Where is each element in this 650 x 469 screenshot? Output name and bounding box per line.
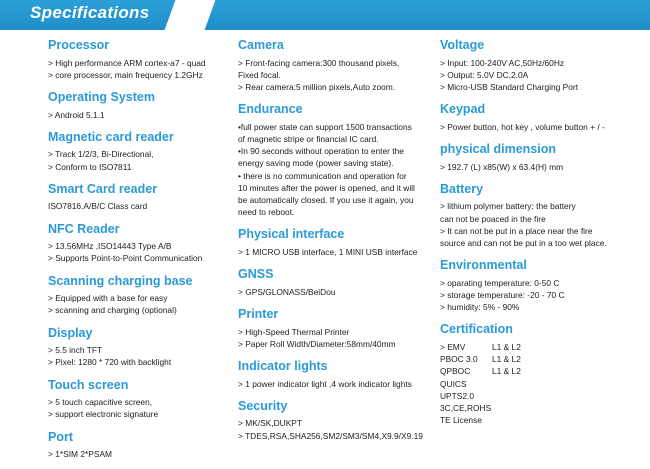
spec-line: > 1*SIM 2*PSAM [48, 449, 113, 460]
spec-line-list [440, 57, 640, 94]
spec-line: > Android 5.1.1 [48, 109, 105, 120]
spec-line-list [238, 121, 438, 219]
spec-line: > Supports Point-to-Point Communication [48, 253, 203, 264]
spec-line: > lithium polymer battery; the battery [440, 201, 576, 212]
spec-line: > MK/SK,DUKPT [238, 418, 302, 429]
spec-section-title: Keypad [440, 102, 486, 117]
spec-line: > Output: 5.0V DC,2.0A [440, 69, 529, 80]
spec-section [48, 38, 233, 81]
spec-section-title: Endurance [238, 102, 303, 117]
spec-line: > 1 MICRO USB interface, 1 MINI USB interface [238, 246, 418, 257]
spec-section-title: Touch screen [48, 377, 129, 392]
certification-section [440, 322, 640, 426]
spec-section [238, 38, 438, 93]
spec-line: need to reboot. [238, 207, 295, 218]
spec-line: > 192.7 (L) x85(W) x 63.4(H) mm [440, 161, 564, 172]
spec-section-title: Smart Card reader [48, 181, 158, 196]
spec-section-title: Security [238, 398, 288, 413]
spec-section [48, 182, 233, 213]
spec-section-title: physical dimension [440, 142, 557, 156]
spec-column-3 [440, 38, 640, 435]
certification-row [440, 353, 640, 365]
spec-line: > Rear camera:5 million pixels,Auto zoom. [238, 82, 396, 92]
spec-line-list [48, 200, 233, 212]
certification-row [440, 414, 640, 426]
spec-line-list [440, 200, 640, 249]
spec-line: > Pixel: 1280 * 720 with backlight [48, 357, 172, 368]
spec-line: > High-Speed Thermal Printer [238, 326, 350, 337]
certification-name: QUICS [440, 378, 467, 389]
spec-line: > High performance ARM cortex-a7 - quad [48, 57, 206, 68]
spec-section [48, 326, 233, 369]
spec-line: > Track 1/2/3, Bi-Directional, [48, 149, 154, 160]
spec-section-title: Indicator lights [238, 358, 328, 373]
spec-line: > humidity: 5% - 90% [440, 302, 520, 313]
spec-line: > oparating temperature: 0-50 C [440, 277, 560, 288]
certification-name: 3C,CE,ROHS [440, 402, 492, 413]
spec-section-title: Processor [48, 38, 110, 52]
spec-section-title: Camera [238, 38, 284, 52]
spec-section [238, 267, 438, 298]
certification-name: PBOC 3.0 [440, 354, 478, 365]
spec-line-list [48, 292, 233, 316]
page-title: Specifications [30, 3, 150, 22]
spec-line: •full power state can support 1500 transactions [238, 121, 412, 132]
spec-line-list [48, 109, 233, 121]
spec-section [48, 90, 233, 121]
certification-name: TE License [440, 415, 482, 426]
spec-section [238, 359, 438, 390]
spec-line: source and can not be put in a too wet place. [440, 238, 607, 248]
spec-section-title: Magnetic card reader [48, 129, 174, 144]
spec-line: > It can not be put in a place near the fire [440, 225, 593, 236]
certification-name: > EMV [440, 342, 466, 352]
spec-line: > Power button, hot key , volume button + / - [440, 121, 605, 132]
spec-section-title: Voltage [440, 38, 485, 52]
certification-value: L1 & L2 [492, 342, 521, 352]
spec-section [238, 399, 438, 442]
spec-line: 10 minutes after the power is opened, and it will [238, 182, 415, 193]
spec-section [440, 38, 640, 93]
spec-line: > storage temperature: -20 - 70 C [440, 290, 565, 300]
spec-section [238, 102, 438, 218]
spec-section [48, 274, 233, 317]
spec-line: > Front-facing camera:300 thousand pixels, [238, 57, 400, 68]
certification-row [440, 378, 640, 390]
spec-line: be automatically closed. If you use it again, you [238, 194, 414, 205]
spec-line: > Equipped with a base for easy [48, 293, 168, 304]
spec-line: of magnetic stripe or financial IC card. [238, 134, 379, 144]
spec-line-list [238, 246, 438, 258]
spec-section-title: Environmental [440, 258, 527, 273]
spec-line: > TDES,RSA,SHA256,SM2/SM3/SM4,X9.9/X9.19 [238, 430, 423, 441]
specifications-content [0, 30, 650, 460]
spec-line-list [238, 326, 438, 350]
certification-name: UPTS2.0 [440, 390, 474, 401]
spec-section-title: Port [48, 429, 73, 444]
spec-section-title: Scanning charging base [48, 273, 193, 288]
spec-section [48, 130, 233, 173]
spec-line-list [48, 148, 233, 172]
spec-line: > 5.5 inch TFT [48, 345, 103, 356]
spec-line-list [238, 417, 438, 441]
header-banner-right [191, 0, 650, 30]
certification-value: L1 & L2 [492, 354, 521, 365]
spec-line-list [440, 121, 640, 133]
spec-section [48, 378, 233, 421]
spec-section-title: Physical interface [238, 227, 345, 242]
spec-line-list [238, 378, 438, 390]
spec-section-title: Operating System [48, 90, 155, 104]
spec-line-list [48, 240, 233, 264]
spec-section-title: Display [48, 325, 93, 340]
spec-line-list [48, 396, 233, 420]
spec-line: > support electronic signature [48, 409, 159, 420]
spec-line: > 1 power indicator light ,4 work indicator lights [238, 378, 412, 389]
spec-section-title: GNSS [238, 267, 274, 282]
spec-section-title: Certification [440, 322, 513, 337]
spec-line: > GPS/GLONASS/BeiDou [238, 286, 336, 297]
spec-line: • there is no communication and operation for [238, 170, 407, 181]
spec-section-title: Battery [440, 181, 484, 196]
spec-line-list [238, 286, 438, 298]
spec-section [48, 222, 233, 265]
spec-section [440, 142, 640, 173]
spec-line: > 5 touch capacitive screen, [48, 397, 153, 408]
spec-section-title: Printer [238, 306, 279, 321]
certification-value: L1 & L2 [492, 366, 521, 377]
certification-row [440, 341, 640, 353]
spec-line-list [440, 161, 640, 173]
spec-section [440, 102, 640, 133]
spec-line-list [238, 57, 438, 94]
spec-section [238, 227, 438, 258]
page-header [0, 0, 650, 30]
spec-line: > core processor, main frequency 1.2GHz [48, 69, 203, 80]
spec-line: Fixed focal. [238, 69, 281, 80]
spec-column-2 [238, 38, 438, 451]
spec-section [440, 258, 640, 313]
certification-row [440, 365, 640, 377]
spec-section [440, 182, 640, 249]
spec-line: •In 90 seconds without operation to enter the [238, 146, 404, 157]
spec-line: ISO7816.A/B/C Class card [48, 201, 148, 212]
certification-rows [440, 341, 640, 426]
spec-line: > Conform to ISO7811 [48, 161, 132, 172]
spec-line-list [48, 344, 233, 368]
spec-section [238, 307, 438, 350]
spec-line-list [48, 57, 233, 81]
spec-section [48, 430, 233, 461]
spec-section-title: NFC Reader [48, 221, 120, 236]
spec-line-list [48, 448, 233, 460]
certification-row [440, 390, 640, 402]
spec-line: energy saving mode (power saving state). [238, 158, 394, 169]
spec-line: > scanning and charging (optional) [48, 305, 177, 316]
spec-line: > 13.56MHz ,ISO14443 Type A/B [48, 241, 172, 252]
spec-line-list [440, 277, 640, 314]
spec-line: > Paper Roll Width/Diameter:58mm/40mm [238, 338, 396, 349]
spec-line: > Micro-USB Standard Charging Port [440, 82, 579, 92]
spec-line: > Input: 100-240V AC,50Hz/60Hz [440, 57, 565, 68]
certification-name: QPBOC [440, 366, 471, 377]
spec-line: can not be poaced in the fire [440, 213, 546, 224]
spec-column-1 [48, 38, 233, 469]
certification-row [440, 402, 640, 414]
